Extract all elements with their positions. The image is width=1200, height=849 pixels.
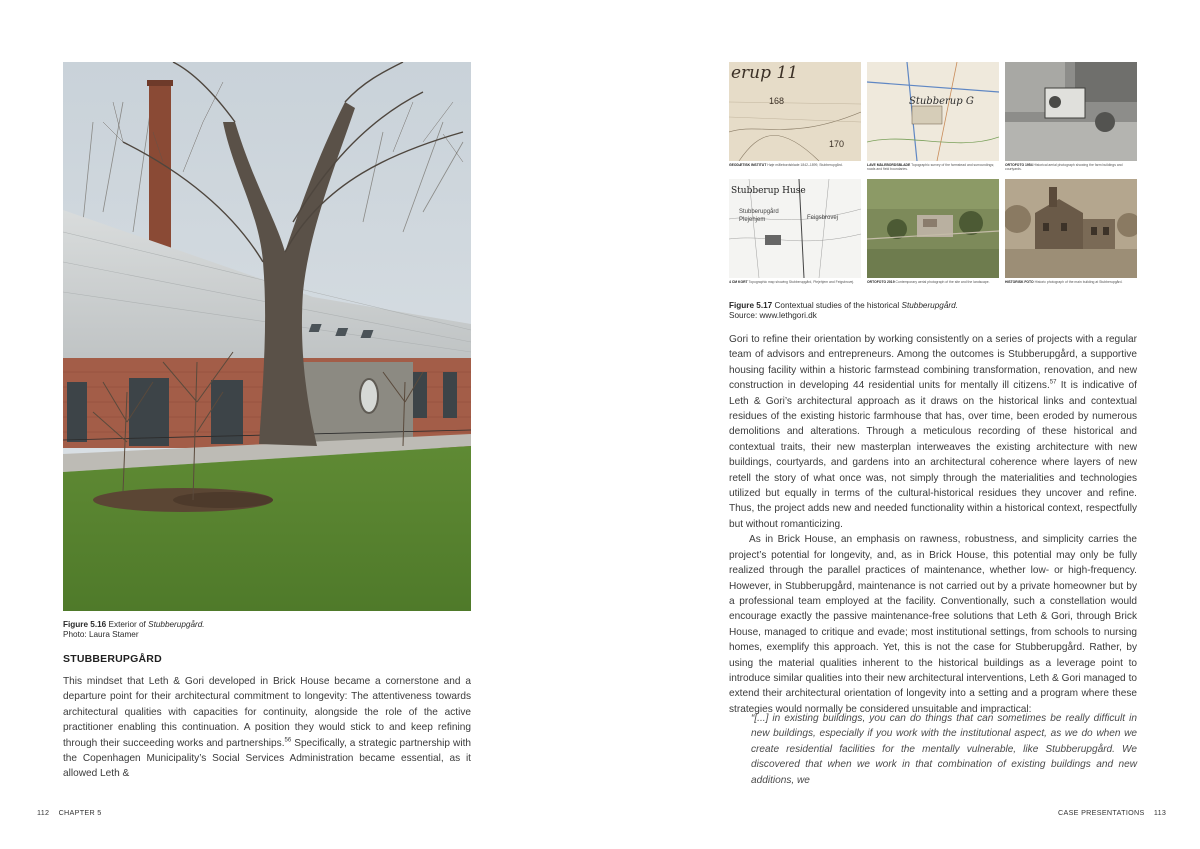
paragraph-text-cont: It is indicative of Leth & Gori’s architectural approach as it draws on the historical links and contextual residues of the existing historic farmhouse that has, over time, been eroded by numerous demolitions and alterations. Through a meticulous recording of these historical and contextual traits, their new masterplan interweaves the existing architecture with new buildings, courtyards, and gardens into an architectural coherence where layers of new retell the story of what once was, not simply through the materialities and technologies utilized but equally in terms of the cultural-historical residues they uncover and refine. Thus, the project adds new and needed functionality within a historical context, respectfully but without romanticizing. <box>729 380 1137 530</box>
page-number: 112 <box>37 808 50 817</box>
contextual-studies-grid <box>729 62 1137 290</box>
map-tile-6-caption: HISTORISK FOTO Historic photograph of the main building at Stubberupgård. <box>1005 280 1123 284</box>
right-footer <box>1058 808 1166 817</box>
map-tile-2-caption: LAVE MÅLEBORDSBLADE Topographic survey of the farmstead and surroundings; roads and field boundaries. <box>867 163 995 172</box>
figure-italic: Stubberupgård. <box>148 620 205 629</box>
footnote-ref[interactable]: 57 <box>1049 379 1057 386</box>
map-tile-5 <box>867 179 999 278</box>
map-tile-4 <box>729 179 861 278</box>
svg-text:Stubberupgård: Stubberupgård <box>739 209 779 215</box>
section-heading: STUBBERUPGÅRD <box>63 653 162 665</box>
map-text: erup 11 <box>731 63 799 83</box>
figure-text: Contextual studies of the historical <box>774 301 900 310</box>
footnote-ref[interactable]: 56 <box>284 737 292 744</box>
stubberupgard-exterior-photo <box>63 62 471 611</box>
paragraph-text: Gori to refine their orientation by working consistently on a series of projects with a regular team of advisors and entrepreneurs. Among the outcomes is Stubberupgård, a supportive housing facility within a historic farmstead combining transformation, renovation, and new construction in developing 44 residential units for mentally ill citizens. <box>729 334 1137 392</box>
svg-text:Plejehjem: Plejehjem <box>739 217 766 223</box>
svg-text:168: 168 <box>769 96 785 106</box>
map-tile-1-caption: GEODÆTISK INSTITUT Høje målebordsblade 1842–1899, Stubberupgård. <box>729 163 843 167</box>
section-label: CASE PRESENTATIONS <box>1058 808 1145 817</box>
svg-text:170: 170 <box>829 139 845 149</box>
chapter-label: CHAPTER 5 <box>58 808 102 817</box>
page-number: 113 <box>1153 808 1167 817</box>
map-tile-5-caption: ORTOFOTO 2019 Contemporary aerial photograph of the site and the landscape. <box>867 280 990 284</box>
map-tile-2 <box>867 62 999 161</box>
figure-label: Figure 5.17 <box>729 301 773 310</box>
figure-text: Exterior of <box>108 620 146 629</box>
paragraph-text: This mindset that Leth & Gori developed in Brick House became a cornerstone and a departure point for their architectural commitment to longevity: The attentiveness towards architectural qualities with capacities for continuity, alongside the role of the active practitioner enabling this continuation. A position they would stick to and keep refining through their succeeding works and partnerships. <box>63 676 471 749</box>
map-text: Stubberup Huse <box>731 186 806 196</box>
figure-5-17-caption <box>729 301 1137 321</box>
figure-italic: Stubberupgård. <box>901 301 958 310</box>
left-footer <box>37 808 102 817</box>
figure-label: Figure 5.16 <box>63 620 107 629</box>
map-tile-3-caption: ORTOFOTO 1954 Historical aerial photograph showing the farm buildings and courtyards. <box>1005 163 1123 172</box>
paragraph-text-cont: Specifically, a strategic partnership with the Copenhagen Municipality’s Social Services Administration became essential, as it allowed Leth & <box>63 737 471 780</box>
map-tile-4-caption: 4 CM KORT Topographic map showing Stubberupgård, Plejehjem and Feigsbrovej. <box>729 280 855 284</box>
map-tile-6 <box>1005 179 1137 278</box>
map-tile-1 <box>729 62 861 161</box>
svg-text:Feigsbrovej: Feigsbrovej <box>807 215 839 221</box>
photo-credit: Photo: Laura Stamer <box>63 630 139 639</box>
paragraph-text: As in Brick House, an emphasis on rawness, robustness, and simplicity carries the project’s potential for longevity, and, as in Brick House, this potential may only be fully realized through the parallel practices of maintenance, whether low- or high-frequency. However, in Stubberupgård, maintenance is not carried out by a private homeowner but by a professional team employed at the facility. Conventionally, such a constellation would encourage exactly the passive maintenance-free solutions that Leth & Gori, through Brick House, managed to critique and evade; most institutional settings, from schools to nursing homes, exemplify this approach. Yet, this is not the case for Stubberupgård. Rather, by using the material qualities inherent to the historical buildings as a leverage point to introduce similar qualities into their new architectural interventions, Leth & Gori managed to extend their architectural orientation of longevity into a setting and a program where these strategies would normally be considered unsuitable and impractical: <box>729 534 1137 715</box>
map-text: Stubberup G <box>909 96 974 107</box>
figure-5-16-caption <box>63 620 471 640</box>
figure-source: Source: www.lethgori.dk <box>729 311 817 320</box>
right-body-text <box>729 332 1137 717</box>
interview-quote: “[...] in existing buildings, you can do things that can sometimes be really difficult in new buildings, especially if you work with the institutional aspect, as we do when we create residential facilities for the mentally vulnerable, like Stubberupgård. We discovered that when we work in that combination of existing buildings and new additions, we <box>751 713 1137 786</box>
map-tile-3 <box>1005 62 1137 161</box>
left-body-text <box>63 674 471 782</box>
